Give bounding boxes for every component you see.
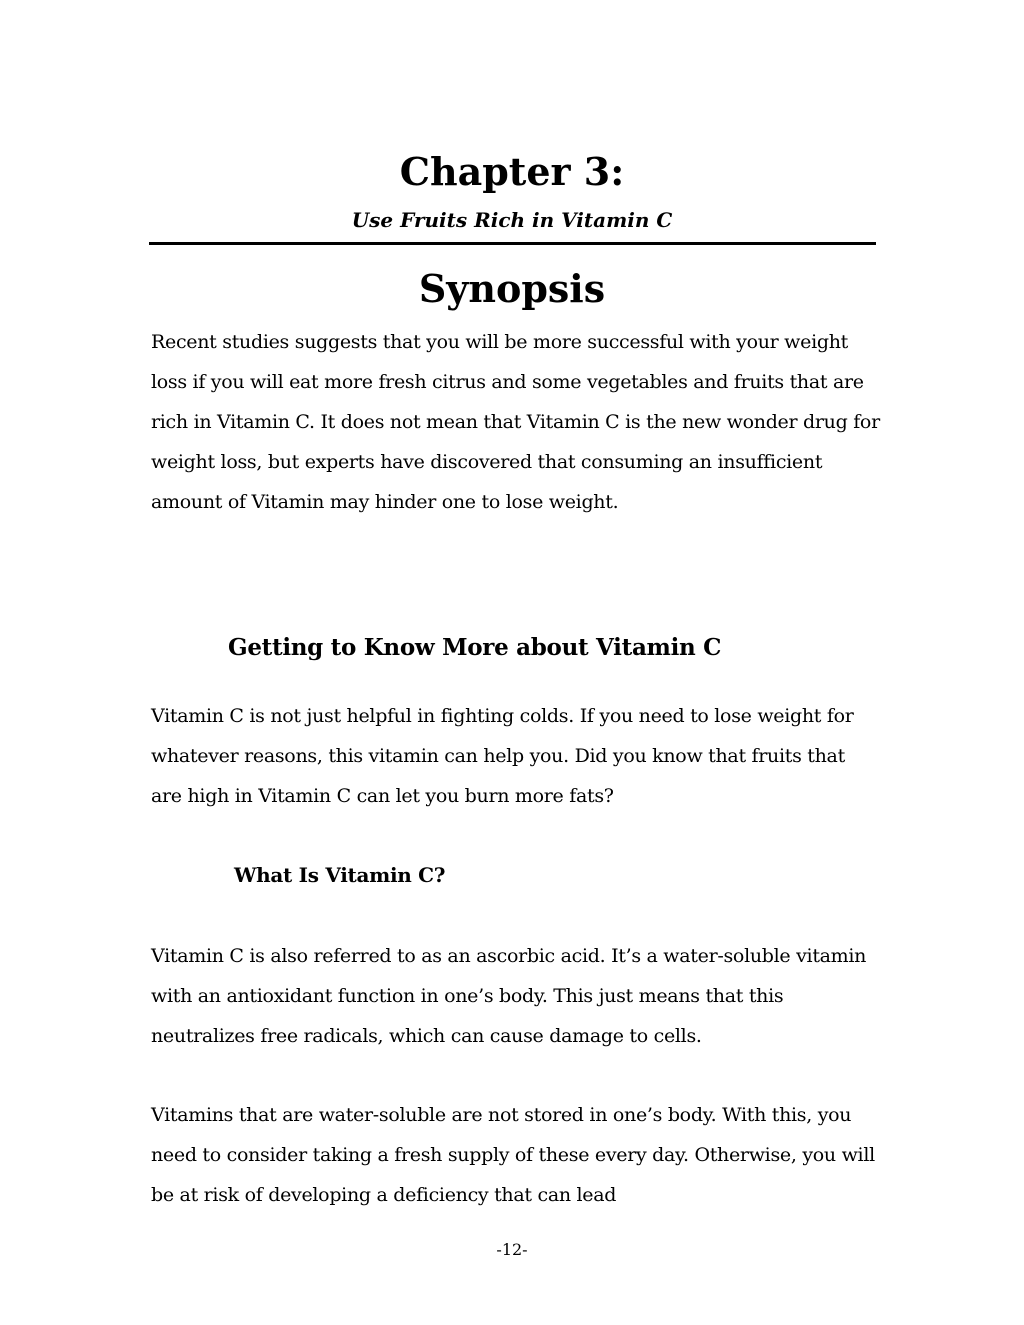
section-paragraph: Vitamin C is not just helpful in fighting colds. If you need to lose weight for whatever reasons, this vitamin can help you. Did you know that fruits that are high in Vitamin C can let you burn more fats? bbox=[151, 705, 854, 807]
chapter-subtitle: Use Fruits Rich in Vitamin C bbox=[351, 208, 673, 232]
chapter-title: Chapter 3: bbox=[399, 149, 625, 194]
page-number: -12- bbox=[496, 1240, 528, 1259]
subsection-paragraph-1: Vitamin C is also referred to as an ascorbic acid. It’s a water-soluble vitamin with an antioxidant function in one’s body. This just means that this neutralizes free radicals, which can cause damage to cells. bbox=[151, 945, 867, 1047]
synopsis-heading: Synopsis bbox=[418, 266, 606, 311]
subsection-paragraph-2: Vitamins that are water-soluble are not stored in one’s body. With this, you need to consider taking a fresh supply of these every day. Otherwise, you will be at risk of developing a deficiency that can lead bbox=[151, 1104, 875, 1206]
chapter-divider bbox=[149, 242, 876, 245]
section-heading: Getting to Know More about Vitamin C bbox=[228, 634, 722, 661]
synopsis-paragraph: Recent studies suggests that you will be more successful with your weight loss if you will eat more fresh citrus and some vegetables and fruits that are rich in Vitamin C. It does not mean that Vitamin C is the new wonder drug for weight loss, but experts have discovered that consuming an insufficient amount of Vitamin may hinder one to lose weight. bbox=[151, 331, 880, 513]
subsection-heading: What Is Vitamin C? bbox=[234, 863, 446, 887]
